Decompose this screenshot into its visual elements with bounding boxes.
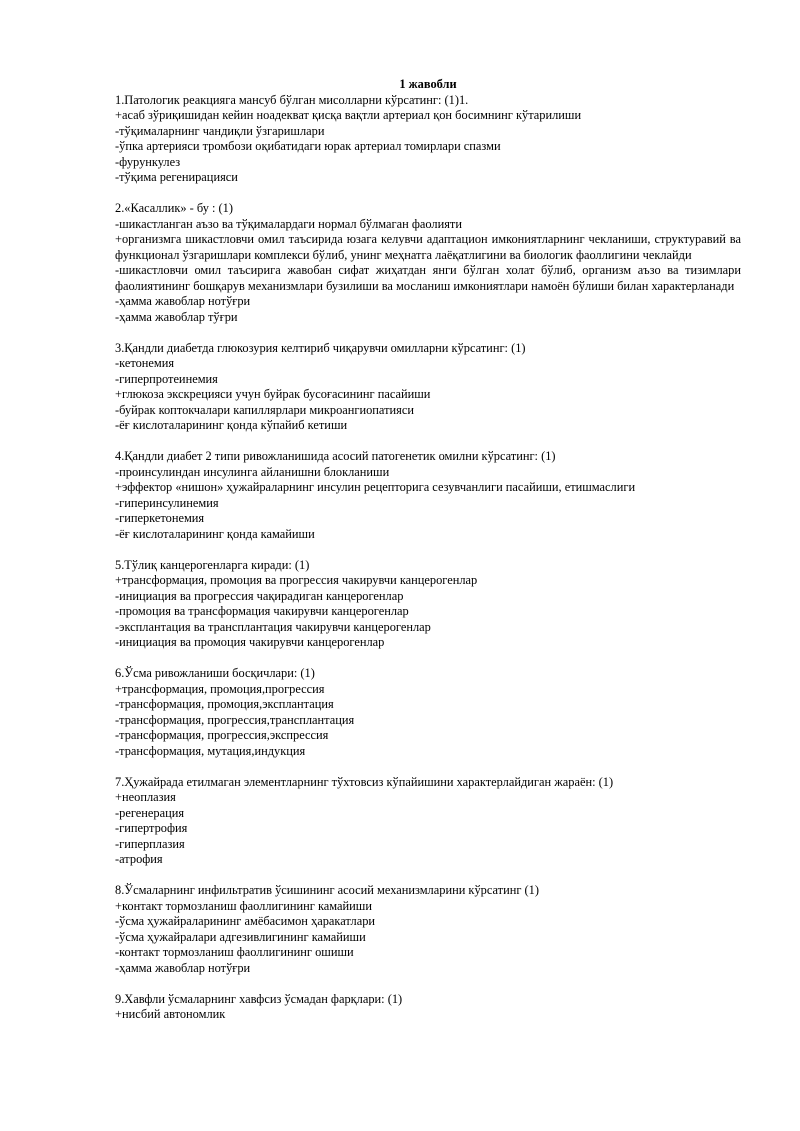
question-text: 8.Ўсмаларнинг инфильтратив ўсишининг асосий механизмларини кўрсатинг (1) [115,883,539,897]
question-4 [115,449,741,542]
answer-option: -регенерация [115,805,185,820]
answer-option: -тўқима регенирацияси [115,170,238,184]
answer-option: -ёғ кислоталарининг қонда кўпайиб кетиши [115,418,348,432]
answer-option: -шикастланган аъзо ва тўқималардаги нормал бўлмаган фаолияти [115,216,462,231]
answer-option: -проинсулиндан инсулинга айланишни блокланиши [115,464,390,479]
answer-option: -фурункулез [115,154,181,169]
answer-option: -гиперплазия [115,836,185,851]
answer-option: +организмга шикастловчи омил таъсирида юзага келувчи адаптацион имкониятларнинг чекланиши, структуравий ва функционал ўзгаришлари комплекси бўлиб, унинг меҳнатга лаёқатлигини ва биологик фаоллигини чеклайди [115,232,741,262]
answer-option: +нисбий автономлик [115,1007,226,1021]
answer-option: -атрофия [115,852,163,866]
question-text: 6.Ўсма ривожланиши босқичлари: (1) [115,666,315,680]
question-text: 7.Ҳужайрада етилмаган элементларнинг тўхтовсиз кўпайишини характерлайдиган жараён: (1) [115,774,614,789]
answer-option: -инициация ва прогрессия чақирадиган канцерогенлар [115,588,404,603]
answer-option: -гипертрофия [115,821,188,835]
answer-option: -ўпка артерияси тромбози оқибатидаги юрак артериал томирлари спазми [115,139,501,153]
answer-option: -ёғ кислоталарининг қонда камайиши [115,526,315,541]
question-text: 2.«Касаллик» - бу : (1) [115,201,233,215]
answer-option: +контакт тормозланиш фаоллигининг камайиши [115,898,372,913]
answer-option: +неоплазия [115,790,176,804]
question-9 [115,992,741,1023]
answer-option: -ҳамма жавоблар нотўғри [115,294,251,308]
answer-option: -трансформация, прогрессия,трансплантация [115,712,355,727]
answer-option: -шикастловчи омил таъсирига жавобан сифат жиҳатдан янги бўлган холат бўлиб, организм аъзо ва тизимлари фаолиятининг бошқарув механизмлари бузилиши ва мосланиш имкониятлари намоён бўлиши билан характерланади [115,263,741,293]
answer-option: +асаб зўриқишидан кейин ноадекват қисқа вақтли артериал қон босимнинг кўтарилиши [115,108,582,122]
answer-option: -гиперпротеинемия [115,371,218,386]
question-2 [115,201,741,325]
question-5 [115,558,741,651]
answer-option: -кетонемия [115,356,175,370]
answer-option: -ҳамма жавоблар нотўғри [115,960,251,975]
answer-option: -инициация ва промоция чакирувчи канцерогенлар [115,635,385,649]
answer-option: -гиперкетонемия [115,511,205,525]
answer-option: -ҳамма жавоблар тўғри [115,309,238,324]
answer-option: +трансформация, промоция,прогрессия [115,681,325,696]
answer-option: -буйрак коптокчалари капиллярлари микроангиопатияси [115,402,414,417]
answer-option: -промоция ва трансформация чакирувчи канцерогенлар [115,604,409,618]
document-content [115,77,741,1038]
answer-option: -ўсма ҳужайраларининг амёбасимон ҳаракатлари [115,914,376,928]
question-3 [115,341,741,434]
answer-option: -гиперинсулинемия [115,495,219,510]
document-title: 1 жавобли [399,77,457,91]
answer-option: -эксплантация ва трансплантация чакирувчи канцерогенлар [115,619,431,634]
answer-option: -трансформация, промоция,эксплантация [115,697,334,711]
question-text: 3.Қандли диабетда глюкозурия келтириб чиқарувчи омилларни кўрсатинг: (1) [115,340,526,355]
answer-option: -ўсма ҳужайралари адгезивлигининг камайиши [115,929,366,944]
question-7 [115,775,741,868]
answer-option: +глюкоза экскрецияси учун буйрак бусоғасининг пасайиши [115,387,431,401]
answer-option: +трансформация, промоция ва прогрессия чакирувчи канцерогенлар [115,573,478,587]
answer-option: +эффектор «нишон» ҳужайраларнинг инсулин рецепторига сезувчанлиги пасайиши, етишмаслиги [115,480,636,494]
answer-option: -тўқималарнинг чандиқли ўзгаришлари [115,123,325,138]
question-text: 1.Патологик реакцияга мансуб бўлган мисолларни кўрсатинг: (1)1. [115,92,469,107]
question-text: 4.Қандли диабет 2 типи ривожланишида асосий патогенетик омилни кўрсатинг: (1) [115,449,556,463]
question-1 [115,93,741,186]
question-text: 9.Хавфли ўсмаларнинг хавфсиз ўсмадан фарқлари: (1) [115,991,403,1006]
answer-option: -контакт тормозланиш фаоллигининг ошиши [115,945,354,959]
question-6 [115,666,741,759]
question-8 [115,883,741,976]
answer-option: -трансформация, прогрессия,экспрессия [115,728,329,742]
question-text: 5.Тўлиқ канцерогенларга киради: (1) [115,557,310,572]
answer-option: -трансформация, мутация,индукция [115,743,306,758]
